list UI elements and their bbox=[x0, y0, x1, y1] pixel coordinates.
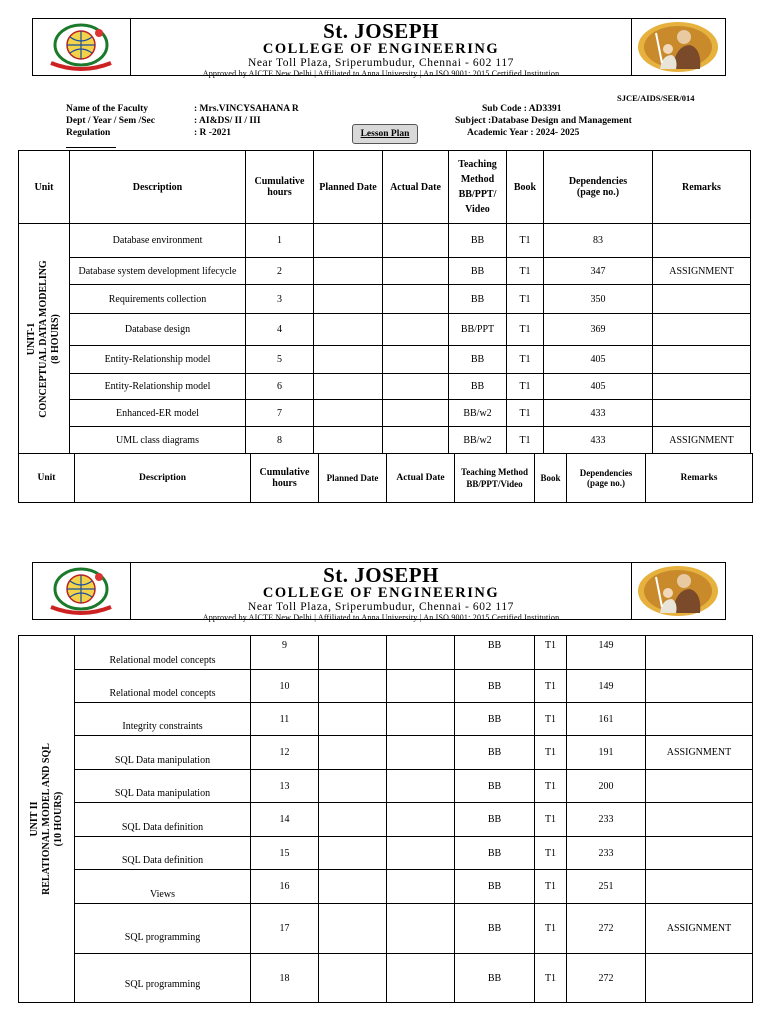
planned-date-cell bbox=[314, 346, 383, 374]
teaching-method-cell: BB bbox=[455, 837, 535, 870]
col-cumulative-hours: Cumulative hours bbox=[251, 454, 319, 503]
table-row bbox=[19, 954, 753, 1003]
table-row bbox=[19, 285, 751, 314]
remarks-cell bbox=[646, 703, 753, 736]
book-cell: T1 bbox=[507, 224, 544, 258]
college-address: Near Toll Plaza, Sriperumbudur, Chennai - 602 117 bbox=[247, 601, 515, 613]
remarks-cell: ASSIGNMENT bbox=[646, 904, 753, 954]
saint-joseph-portrait-icon bbox=[631, 19, 725, 75]
table-row bbox=[19, 703, 753, 736]
table-header-row bbox=[19, 454, 753, 503]
cumulative-hour: 6 bbox=[246, 374, 314, 400]
page-cell: 149 bbox=[567, 636, 646, 670]
remarks-cell: ASSIGNMENT bbox=[653, 258, 751, 285]
actual-date-cell bbox=[383, 314, 449, 346]
topic-description: Relational model concepts bbox=[75, 636, 251, 670]
planned-date-cell bbox=[319, 736, 387, 770]
col-unit: Unit bbox=[19, 151, 70, 224]
remarks-cell bbox=[646, 803, 753, 837]
col-dependencies: Dependencies (page no.) bbox=[544, 151, 653, 224]
lesson-plan-button[interactable]: Lesson Plan bbox=[352, 124, 418, 144]
unit-1-label bbox=[26, 260, 62, 417]
actual-date-cell bbox=[387, 736, 455, 770]
page-cell: 149 bbox=[567, 670, 646, 703]
teaching-method-cell: BB/w2 bbox=[449, 400, 507, 427]
table-row bbox=[19, 258, 751, 285]
topic-description: SQL programming bbox=[75, 904, 251, 954]
book-cell: T1 bbox=[535, 770, 567, 803]
college-subtitle: COLLEGE OF ENGINEERING bbox=[262, 41, 500, 57]
table-row bbox=[19, 837, 753, 870]
cumulative-hour: 8 bbox=[246, 427, 314, 454]
page-cell: 350 bbox=[544, 285, 653, 314]
remarks-cell bbox=[653, 400, 751, 427]
topic-description: UML class diagrams bbox=[70, 427, 246, 454]
cumulative-hour: 18 bbox=[251, 954, 319, 1003]
remarks-cell bbox=[646, 770, 753, 803]
page-cell: 369 bbox=[544, 314, 653, 346]
table-row bbox=[19, 770, 753, 803]
actual-date-cell bbox=[383, 400, 449, 427]
book-cell: T1 bbox=[507, 374, 544, 400]
cumulative-hour: 1 bbox=[246, 224, 314, 258]
remarks-cell bbox=[646, 870, 753, 904]
table-header-row bbox=[19, 151, 751, 224]
col-remarks: Remarks bbox=[653, 151, 751, 224]
teaching-method-cell: BB bbox=[449, 346, 507, 374]
teaching-method-cell: BB bbox=[455, 736, 535, 770]
faculty-name-label: Name of the Faculty bbox=[66, 104, 149, 114]
col-remarks: Remarks bbox=[646, 454, 753, 503]
topic-description: Views bbox=[75, 870, 251, 904]
subject-name: Subject :Database Design and Management bbox=[455, 116, 632, 126]
actual-date-cell bbox=[387, 670, 455, 703]
teaching-method-cell: BB bbox=[449, 224, 507, 258]
remarks-cell: ASSIGNMENT bbox=[646, 736, 753, 770]
actual-date-cell bbox=[383, 427, 449, 454]
remarks-cell bbox=[646, 670, 753, 703]
actual-date-cell bbox=[387, 703, 455, 736]
table-row bbox=[19, 224, 751, 258]
academic-year: Academic Year : 2024- 2025 bbox=[467, 128, 580, 138]
planned-date-cell bbox=[319, 803, 387, 837]
college-address: Near Toll Plaza, Sriperumbudur, Chennai - 602 117 bbox=[247, 57, 515, 69]
actual-date-cell bbox=[383, 374, 449, 400]
teaching-method-cell: BB bbox=[455, 703, 535, 736]
remarks-cell: ASSIGNMENT bbox=[653, 427, 751, 454]
col-planned-date: Planned Date bbox=[314, 151, 383, 224]
cumulative-hour: 12 bbox=[251, 736, 319, 770]
unit-1-hours: (8 HOURS) bbox=[50, 313, 61, 364]
cumulative-hour: 14 bbox=[251, 803, 319, 837]
planned-date-cell bbox=[319, 837, 387, 870]
remarks-cell bbox=[653, 374, 751, 400]
topic-description: SQL programming bbox=[75, 954, 251, 1003]
planned-date-cell bbox=[319, 636, 387, 670]
book-cell: T1 bbox=[535, 803, 567, 837]
col-book: Book bbox=[535, 454, 567, 503]
page-cell: 233 bbox=[567, 837, 646, 870]
page-cell: 161 bbox=[567, 703, 646, 736]
actual-date-cell bbox=[383, 224, 449, 258]
planned-date-cell bbox=[314, 374, 383, 400]
teaching-method-cell: BB bbox=[455, 770, 535, 803]
book-cell: T1 bbox=[507, 285, 544, 314]
page-cell: 272 bbox=[567, 954, 646, 1003]
regulation-value: : R -2021 bbox=[194, 128, 231, 138]
table-row bbox=[19, 670, 753, 703]
actual-date-cell bbox=[387, 870, 455, 904]
unit-1-label-cell bbox=[19, 224, 70, 454]
table-row bbox=[19, 346, 751, 374]
topic-description: Database design bbox=[70, 314, 246, 346]
planned-date-cell bbox=[319, 904, 387, 954]
col-actual-date: Actual Date bbox=[387, 454, 455, 503]
cumulative-hour: 7 bbox=[246, 400, 314, 427]
topic-description: Enhanced-ER model bbox=[70, 400, 246, 427]
col-actual-date: Actual Date bbox=[383, 151, 449, 224]
unit-1-name: CONCEPTUAL DATA MODELING bbox=[38, 259, 49, 418]
table-row bbox=[19, 904, 753, 954]
cumulative-hour: 17 bbox=[251, 904, 319, 954]
topic-description: Database environment bbox=[70, 224, 246, 258]
unit-2-hours: (10 HOURS) bbox=[52, 791, 64, 847]
planned-date-cell bbox=[314, 314, 383, 346]
book-cell: T1 bbox=[507, 346, 544, 374]
dept-label: Dept / Year / Sem /Sec bbox=[66, 116, 155, 126]
topic-description: Requirements collection bbox=[70, 285, 246, 314]
remarks-cell bbox=[653, 314, 751, 346]
table-row bbox=[19, 314, 751, 346]
cumulative-hour: 3 bbox=[246, 285, 314, 314]
teaching-method-cell: BB bbox=[449, 285, 507, 314]
planned-date-cell bbox=[319, 954, 387, 1003]
cumulative-hour: 2 bbox=[246, 258, 314, 285]
planned-date-cell bbox=[314, 258, 383, 285]
remarks-cell bbox=[646, 954, 753, 1003]
topic-description: SQL Data manipulation bbox=[75, 770, 251, 803]
book-cell: T1 bbox=[535, 670, 567, 703]
unit-1-title: UNIT-1 bbox=[26, 322, 37, 355]
dept-value: : AI&DS/ II / III bbox=[194, 116, 261, 126]
remarks-cell bbox=[653, 224, 751, 258]
page-cell: 251 bbox=[567, 870, 646, 904]
page-cell: 405 bbox=[544, 374, 653, 400]
topic-description: Relational model concepts bbox=[75, 670, 251, 703]
cumulative-hour: 4 bbox=[246, 314, 314, 346]
repeated-header-table bbox=[18, 453, 753, 503]
col-book: Book bbox=[507, 151, 544, 224]
book-cell: T1 bbox=[507, 258, 544, 285]
unit-2-title: UNIT II bbox=[28, 801, 40, 837]
planned-date-cell bbox=[319, 703, 387, 736]
page-cell: 433 bbox=[544, 400, 653, 427]
book-cell: T1 bbox=[535, 837, 567, 870]
remarks-cell bbox=[653, 346, 751, 374]
college-name: St. JOSEPH bbox=[323, 563, 439, 587]
college-approval: Approved by AICTE New Delhi | Affiliated to Anna University | An ISO 9001: 2015 Certified Institution bbox=[202, 69, 560, 78]
book-cell: T1 bbox=[535, 736, 567, 770]
page-cell: 83 bbox=[544, 224, 653, 258]
teaching-method-cell: BB bbox=[455, 904, 535, 954]
planned-date-cell bbox=[314, 224, 383, 258]
col-unit: Unit bbox=[19, 454, 75, 503]
col-teaching-method: Teaching Method BB/PPT/ Video bbox=[449, 151, 507, 224]
regulation-label: Regulation bbox=[66, 128, 111, 138]
page-cell: 200 bbox=[567, 770, 646, 803]
cumulative-hour: 13 bbox=[251, 770, 319, 803]
table-row bbox=[19, 870, 753, 904]
saint-joseph-portrait-icon bbox=[631, 563, 725, 619]
planned-date-cell bbox=[314, 427, 383, 454]
cumulative-hour: 16 bbox=[251, 870, 319, 904]
divider-line bbox=[66, 147, 116, 148]
book-cell: T1 bbox=[507, 427, 544, 454]
col-description: Description bbox=[70, 151, 246, 224]
planned-date-cell bbox=[319, 770, 387, 803]
col-description: Description bbox=[75, 454, 251, 503]
actual-date-cell bbox=[387, 770, 455, 803]
teaching-method-cell: BB bbox=[455, 954, 535, 1003]
document-code: SJCE/AIDS/SER/014 bbox=[617, 93, 695, 103]
col-dependencies: Dependencies (page no.) bbox=[567, 454, 646, 503]
unit-2-label-cell bbox=[19, 636, 75, 1003]
topic-description: Integrity constraints bbox=[75, 703, 251, 736]
actual-date-cell bbox=[387, 904, 455, 954]
teaching-method-cell: BB bbox=[455, 870, 535, 904]
actual-date-cell bbox=[387, 636, 455, 670]
college-header-banner bbox=[32, 18, 726, 76]
book-cell: T1 bbox=[507, 400, 544, 427]
planned-date-cell bbox=[319, 870, 387, 904]
college-emblem-icon bbox=[33, 19, 131, 75]
college-approval: Approved by AICTE New Delhi | Affiliated to Anna University | An ISO 9001: 2015 Certified Institution bbox=[202, 613, 560, 622]
remarks-cell bbox=[653, 285, 751, 314]
planned-date-cell bbox=[314, 400, 383, 427]
book-cell: T1 bbox=[535, 703, 567, 736]
actual-date-cell bbox=[387, 954, 455, 1003]
table-row bbox=[19, 736, 753, 770]
book-cell: T1 bbox=[535, 636, 567, 670]
book-cell: T1 bbox=[535, 904, 567, 954]
college-subtitle: COLLEGE OF ENGINEERING bbox=[262, 585, 500, 601]
actual-date-cell bbox=[387, 837, 455, 870]
cumulative-hour: 10 bbox=[251, 670, 319, 703]
unit-2-label bbox=[29, 743, 65, 895]
subject-code: Sub Code : AD3391 bbox=[482, 104, 562, 114]
col-planned-date: Planned Date bbox=[319, 454, 387, 503]
page-cell: 272 bbox=[567, 904, 646, 954]
teaching-method-cell: BB bbox=[449, 258, 507, 285]
page-cell: 405 bbox=[544, 346, 653, 374]
topic-description: Entity-Relationship model bbox=[70, 346, 246, 374]
topic-description: Entity-Relationship model bbox=[70, 374, 246, 400]
teaching-method-cell: BB bbox=[455, 670, 535, 703]
actual-date-cell bbox=[383, 346, 449, 374]
col-cumulative-hours: Cumulative hours bbox=[246, 151, 314, 224]
topic-description: SQL Data manipulation bbox=[75, 736, 251, 770]
topic-description: SQL Data definition bbox=[75, 803, 251, 837]
table-row bbox=[19, 636, 753, 670]
teaching-method-cell: BB/PPT bbox=[449, 314, 507, 346]
lesson-plan-table-unit-2 bbox=[18, 635, 753, 1003]
faculty-name-value: : Mrs.VINCYSAHANA R bbox=[194, 104, 299, 114]
col-teaching-method: Teaching Method BB/PPT/Video bbox=[455, 454, 535, 503]
topic-description: SQL Data definition bbox=[75, 837, 251, 870]
planned-date-cell bbox=[314, 285, 383, 314]
teaching-method-cell: BB bbox=[455, 803, 535, 837]
actual-date-cell bbox=[383, 285, 449, 314]
table-row bbox=[19, 427, 751, 454]
college-name: St. JOSEPH bbox=[323, 19, 439, 43]
table-row bbox=[19, 374, 751, 400]
cumulative-hour: 9 bbox=[251, 636, 319, 670]
page-cell: 191 bbox=[567, 736, 646, 770]
cumulative-hour: 15 bbox=[251, 837, 319, 870]
topic-description: Database system development lifecycle bbox=[70, 258, 246, 285]
page-cell: 347 bbox=[544, 258, 653, 285]
teaching-method-cell: BB bbox=[449, 374, 507, 400]
teaching-method-cell: BB/w2 bbox=[449, 427, 507, 454]
lesson-plan-table-unit-1 bbox=[18, 150, 751, 454]
actual-date-cell bbox=[387, 803, 455, 837]
book-cell: T1 bbox=[535, 954, 567, 1003]
table-row bbox=[19, 803, 753, 837]
table-row bbox=[19, 400, 751, 427]
remarks-cell bbox=[646, 636, 753, 670]
cumulative-hour: 5 bbox=[246, 346, 314, 374]
college-emblem-icon bbox=[33, 563, 131, 619]
teaching-method-cell: BB bbox=[455, 636, 535, 670]
cumulative-hour: 11 bbox=[251, 703, 319, 736]
remarks-cell bbox=[646, 837, 753, 870]
page-cell: 233 bbox=[567, 803, 646, 837]
book-cell: T1 bbox=[507, 314, 544, 346]
college-header-banner bbox=[32, 562, 726, 620]
book-cell: T1 bbox=[535, 870, 567, 904]
page-cell: 433 bbox=[544, 427, 653, 454]
actual-date-cell bbox=[383, 258, 449, 285]
planned-date-cell bbox=[319, 670, 387, 703]
unit-2-name: RELATIONAL MODEL AND SQL bbox=[40, 743, 52, 895]
